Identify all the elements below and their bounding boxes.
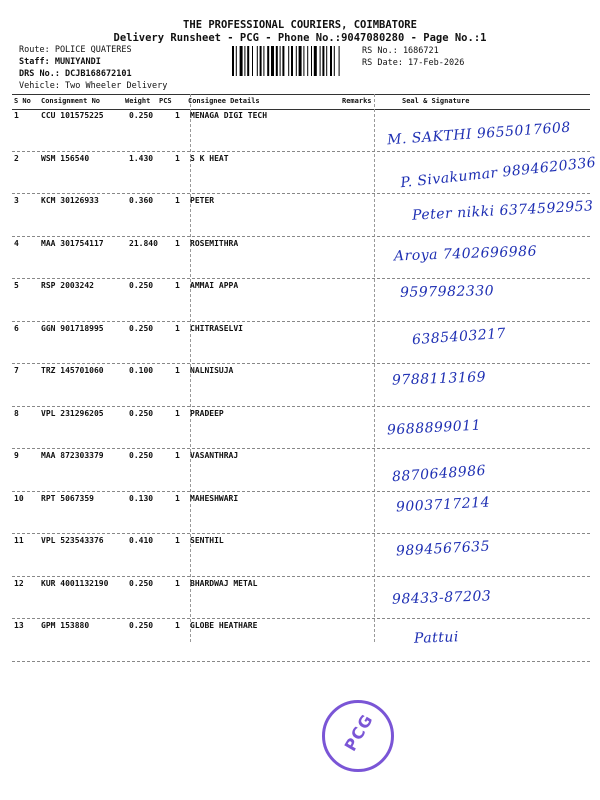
row-weight: 0.250 bbox=[129, 323, 154, 333]
row-sno: 8 bbox=[14, 408, 19, 418]
table-row bbox=[12, 108, 590, 152]
row-weight: 0.250 bbox=[129, 451, 154, 460]
row-signature: 98433-87203 bbox=[391, 587, 492, 608]
row-weight: 0.250 bbox=[129, 578, 154, 588]
row-signature: P. Sivakumar 9894620336 bbox=[399, 154, 597, 191]
row-sno: 3 bbox=[14, 196, 19, 205]
table-row bbox=[12, 576, 590, 620]
col-sno: S No bbox=[14, 97, 31, 105]
row-weight: 1.430 bbox=[129, 153, 154, 163]
row-signature: M. SAKTHI 9655017608 bbox=[386, 119, 572, 149]
table-row bbox=[12, 618, 590, 662]
col-consignee: Consignee Details bbox=[188, 97, 260, 105]
row-signature: 8870648986 bbox=[391, 462, 487, 486]
row-pcs: 1 bbox=[175, 196, 180, 205]
row-weight: 0.410 bbox=[129, 536, 154, 545]
row-sno: 6 bbox=[14, 323, 19, 333]
row-consignee: S K HEAT bbox=[190, 153, 229, 163]
row-consignee: VASANTHRAJ bbox=[190, 451, 239, 460]
table-row bbox=[12, 363, 590, 407]
staff-info: Staff: MUNIYANDI bbox=[19, 57, 101, 67]
row-weight: 0.130 bbox=[129, 493, 154, 503]
col-remarks: Remarks bbox=[342, 97, 372, 105]
row-consignee: MENAGA DIGI TECH bbox=[190, 111, 268, 120]
row-consignment: GPM 153880 bbox=[41, 621, 90, 630]
row-pcs: 1 bbox=[175, 366, 180, 375]
table-row bbox=[12, 278, 590, 322]
row-consignee: ROSEMITHRA bbox=[190, 238, 239, 248]
row-pcs: 1 bbox=[175, 536, 180, 545]
row-consignee: BHARDWAJ METAL bbox=[190, 578, 258, 588]
row-sno: 1 bbox=[14, 111, 19, 120]
row-consignment: MAA 301754117 bbox=[41, 238, 104, 248]
row-signature: Aroya 7402696986 bbox=[393, 243, 538, 264]
row-signature: Peter nikki 6374592953 bbox=[411, 198, 594, 224]
rs-date: RS Date: 17-Feb-2026 bbox=[362, 58, 465, 68]
row-sno: 13 bbox=[14, 621, 24, 630]
row-pcs: 1 bbox=[175, 578, 180, 588]
row-consignee: NALNISUJA bbox=[190, 366, 234, 375]
table-row bbox=[12, 491, 590, 535]
row-consignment: MAA 872303379 bbox=[41, 451, 104, 460]
row-consignment: WSM 156540 bbox=[41, 153, 90, 163]
table-row bbox=[12, 448, 590, 492]
row-signature: 9597982330 bbox=[399, 283, 495, 301]
row-consignment: RSP 2003242 bbox=[41, 281, 94, 290]
col-seal: Seal & Signature bbox=[402, 97, 470, 105]
row-pcs: 1 bbox=[175, 408, 180, 418]
company-title: THE PROFESSIONAL COURIERS, COIMBATORE bbox=[183, 19, 417, 31]
barcode bbox=[232, 46, 358, 76]
row-weight: 0.250 bbox=[129, 111, 154, 120]
row-weight: 0.250 bbox=[129, 621, 154, 630]
row-consignment: KCM 30126933 bbox=[41, 196, 99, 205]
row-consignment: VPL 523543376 bbox=[41, 536, 104, 545]
rs-number: RS No.: 1686721 bbox=[362, 46, 439, 56]
row-signature: 9788113169 bbox=[391, 369, 487, 389]
col-pcs: PCS bbox=[159, 97, 172, 105]
row-weight: 0.360 bbox=[129, 196, 154, 205]
row-sno: 12 bbox=[14, 578, 24, 588]
row-pcs: 1 bbox=[175, 153, 180, 163]
row-pcs: 1 bbox=[175, 111, 180, 120]
row-signature: 9003717214 bbox=[395, 494, 491, 515]
row-sno: 5 bbox=[14, 281, 19, 290]
col-consignment: Consignment No bbox=[41, 97, 101, 105]
pcg-stamp bbox=[322, 700, 394, 772]
row-weight: 0.250 bbox=[129, 408, 154, 418]
row-signature: 9894567635 bbox=[395, 538, 491, 560]
row-consignee: PETER bbox=[190, 196, 215, 205]
row-sno: 4 bbox=[14, 238, 19, 248]
row-consignment: KUR 4001132190 bbox=[41, 578, 109, 588]
stamp-text: PCG bbox=[340, 710, 377, 755]
drs-info: DRS No.: DCJB168672101 bbox=[19, 69, 132, 79]
row-weight: 0.100 bbox=[129, 366, 154, 375]
runsheet-title: Delivery Runsheet - PCG - Phone No.:9047080280 - Page No.:1 bbox=[113, 32, 487, 44]
rs-info bbox=[362, 45, 464, 69]
row-consignee: MAHESHWARI bbox=[190, 493, 239, 503]
row-sno: 7 bbox=[14, 366, 19, 375]
row-weight: 21.840 bbox=[129, 238, 158, 248]
col-weight: Weight bbox=[125, 97, 151, 105]
row-sno: 9 bbox=[14, 451, 19, 460]
row-consignee: CHITRASELVI bbox=[190, 323, 243, 333]
row-signature: Pattui bbox=[413, 629, 460, 647]
row-consignment: CCU 101575225 bbox=[41, 111, 104, 120]
row-consignment: GGN 901718995 bbox=[41, 323, 104, 333]
table-row bbox=[12, 533, 590, 577]
row-pcs: 1 bbox=[175, 281, 180, 290]
row-pcs: 1 bbox=[175, 451, 180, 460]
row-sno: 11 bbox=[14, 536, 24, 545]
table-row bbox=[12, 406, 590, 450]
row-consignment: RPT 5067359 bbox=[41, 493, 94, 503]
table-row bbox=[12, 236, 590, 280]
row-pcs: 1 bbox=[175, 323, 180, 333]
table-row bbox=[12, 151, 597, 195]
row-consignment: VPL 231296205 bbox=[41, 408, 104, 418]
row-pcs: 1 bbox=[175, 238, 180, 248]
row-pcs: 1 bbox=[175, 493, 180, 503]
row-signature: 6385403217 bbox=[411, 325, 507, 348]
table-row bbox=[12, 321, 590, 365]
vehicle-info: Vehicle: Two Wheeler Delivery bbox=[19, 81, 168, 91]
row-consignee: PRADEEP bbox=[190, 408, 224, 418]
row-sno: 10 bbox=[14, 493, 24, 503]
row-weight: 0.250 bbox=[129, 281, 154, 290]
route-info: Route: POLICE QUATERES bbox=[19, 45, 132, 55]
table-row bbox=[12, 193, 594, 237]
row-consignee: AMMAI APPA bbox=[190, 281, 239, 290]
row-consignee: GLOBE HEATHARE bbox=[190, 621, 258, 630]
row-signature: 9688899011 bbox=[386, 417, 482, 438]
row-pcs: 1 bbox=[175, 621, 180, 630]
row-sno: 2 bbox=[14, 153, 19, 163]
row-consignment: TRZ 145701060 bbox=[41, 366, 104, 375]
row-consignee: SENTHIL bbox=[190, 536, 224, 545]
